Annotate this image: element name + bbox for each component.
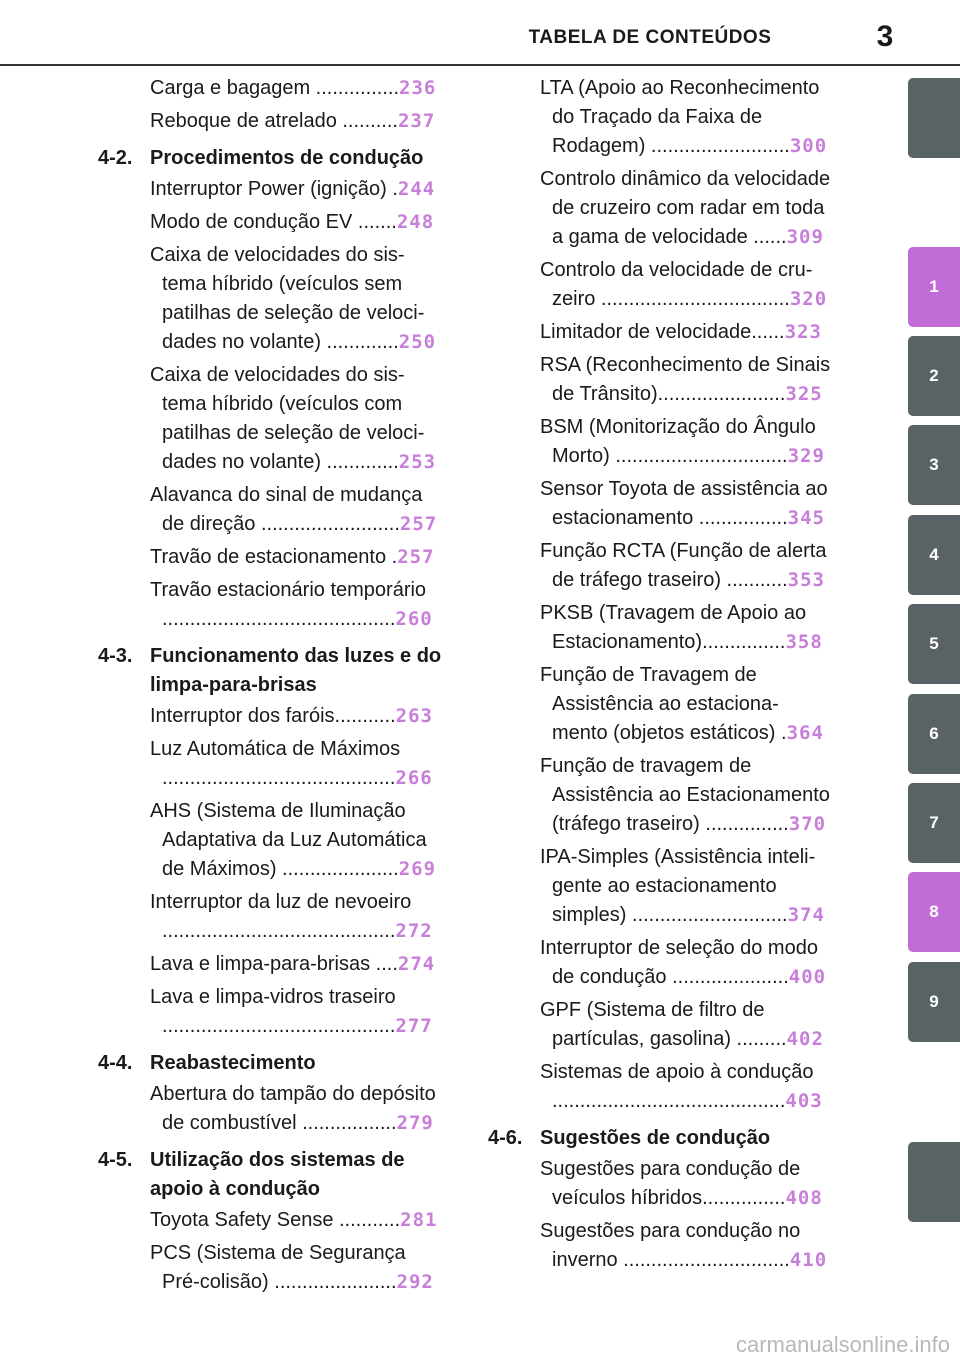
section-heading bbox=[98, 140, 460, 175]
header-divider bbox=[0, 64, 960, 66]
toc-entry[interactable] bbox=[540, 413, 860, 471]
toc-entry-text: de Trânsito)....................... bbox=[552, 383, 786, 405]
toc-entry-text: tema híbrido (veículos com bbox=[162, 393, 403, 415]
toc-page-link[interactable]: 353 bbox=[787, 569, 825, 591]
toc-entry-text: Caixa de velocidades do sis- bbox=[150, 244, 405, 266]
toc-entry-text: de condução ..................... bbox=[552, 966, 789, 988]
section-heading bbox=[98, 1142, 460, 1206]
toc-entry[interactable] bbox=[150, 361, 460, 477]
toc-page-link[interactable]: 263 bbox=[395, 705, 433, 727]
toc-entry[interactable] bbox=[540, 475, 860, 533]
toc-page-link[interactable]: 370 bbox=[788, 813, 827, 835]
toc-page-link[interactable]: 260 bbox=[395, 608, 433, 630]
toc-entry-text: .......................................... bbox=[552, 1090, 786, 1112]
toc-entry[interactable] bbox=[150, 735, 460, 793]
chapter-tab-3[interactable] bbox=[908, 425, 960, 505]
toc-page-link[interactable]: 400 bbox=[788, 966, 827, 988]
toc-page-link[interactable]: 277 bbox=[395, 1015, 433, 1037]
toc-entry[interactable] bbox=[150, 1206, 460, 1235]
toc-page-link[interactable]: 272 bbox=[395, 920, 433, 942]
toc-entry-text: Função RCTA (Função de alerta bbox=[540, 540, 827, 562]
toc-entry[interactable] bbox=[540, 318, 860, 347]
toc-entry[interactable] bbox=[540, 1155, 860, 1213]
toc-entry[interactable] bbox=[540, 843, 860, 930]
toc-entry-text: Sistemas de apoio à condução bbox=[540, 1061, 814, 1083]
toc-entry-text: de cruzeiro com radar em toda bbox=[552, 197, 825, 219]
section-number: 4-6. bbox=[488, 1127, 523, 1149]
toc-page-link[interactable]: 257 bbox=[397, 546, 435, 568]
toc-entry-text: veículos híbridos............... bbox=[552, 1187, 786, 1209]
section-number: 4-4. bbox=[98, 1052, 133, 1074]
toc-entry[interactable] bbox=[150, 702, 460, 731]
toc-entry-text: estacionamento ................ bbox=[552, 507, 788, 529]
toc-entry-text: patilhas de seleção de veloci- bbox=[162, 302, 425, 324]
header-title: TABELA DE CONTEÚDOS bbox=[528, 27, 772, 48]
toc-entry-text: IPA-Simples (Assistência inteli- bbox=[540, 846, 816, 868]
toc-page-link[interactable]: 329 bbox=[787, 445, 825, 467]
section-title: Procedimentos de condução bbox=[150, 147, 424, 169]
chapter-tab-label: 7 bbox=[929, 813, 939, 832]
toc-entry[interactable] bbox=[150, 241, 460, 357]
toc-entry-text: Estacionamento)............... bbox=[552, 631, 786, 653]
toc-page-link[interactable]: 345 bbox=[787, 507, 825, 529]
toc-entry[interactable] bbox=[150, 208, 460, 237]
toc-entry-text: tema híbrido (veículos sem bbox=[162, 273, 403, 295]
section-heading bbox=[98, 1045, 460, 1080]
toc-entry-text: Abertura do tampão do depósito bbox=[150, 1083, 436, 1105]
toc-entry-text: PKSB (Travagem de Apoio ao bbox=[540, 602, 807, 624]
toc-entry-text: Morto) ............................... bbox=[552, 445, 788, 467]
chapter-tab-label: 3 bbox=[929, 455, 939, 474]
toc-page-link[interactable]: 320 bbox=[789, 288, 828, 310]
chapter-tab-8[interactable] bbox=[908, 872, 960, 952]
section-heading bbox=[98, 638, 460, 702]
toc-entry-text: .......................................... bbox=[162, 767, 396, 789]
chapter-tab-6[interactable] bbox=[908, 694, 960, 774]
toc-entry-text: mento (objetos estáticos) . bbox=[552, 722, 787, 744]
watermark: carmanualsonline.info bbox=[735, 1332, 950, 1357]
toc-entry-text: (tráfego traseiro) ............... bbox=[552, 813, 789, 835]
toc-entry[interactable] bbox=[540, 1058, 860, 1116]
toc-entry[interactable] bbox=[540, 351, 860, 409]
toc-right-column bbox=[488, 74, 860, 1279]
section-title: Reabastecimento bbox=[150, 1052, 316, 1074]
chapter-tab-label: 2 bbox=[929, 366, 939, 385]
toc-entry-text: patilhas de seleção de veloci- bbox=[162, 422, 425, 444]
toc-page-link[interactable]: 244 bbox=[397, 178, 436, 200]
toc-entry[interactable] bbox=[150, 950, 460, 979]
toc-page-link[interactable]: 364 bbox=[786, 722, 824, 744]
toc-entry-text: Carga e bagagem ............... bbox=[150, 77, 400, 99]
toc-entry-text: de combustível ................. bbox=[162, 1112, 397, 1134]
section-number: 4-5. bbox=[98, 1149, 133, 1171]
toc-entry-text: a gama de velocidade ...... bbox=[552, 226, 787, 248]
toc-entry-text: Sensor Toyota de assistência ao bbox=[540, 478, 828, 500]
toc-entry[interactable] bbox=[540, 537, 860, 595]
toc-entry-text: GPF (Sistema de filtro de bbox=[540, 999, 765, 1021]
toc-entry-text: Lava e limpa-para-brisas .... bbox=[150, 953, 398, 975]
toc-entry-text: de direção ......................... bbox=[162, 513, 400, 535]
toc-entry[interactable] bbox=[150, 481, 460, 539]
toc-entry-text: simples) ............................ bbox=[552, 904, 788, 926]
toc-entry-text: partículas, gasolina) ......... bbox=[552, 1028, 787, 1050]
toc-entry[interactable] bbox=[150, 1080, 460, 1138]
section-number: 4-3. bbox=[98, 645, 133, 667]
toc-page-link[interactable]: 281 bbox=[400, 1209, 438, 1231]
toc-page-link[interactable]: 292 bbox=[396, 1271, 434, 1293]
toc-entry-text: Lava e limpa-vidros traseiro bbox=[150, 986, 396, 1008]
toc-entry[interactable] bbox=[150, 576, 460, 634]
chapter-tab-label: 8 bbox=[929, 902, 939, 921]
toc-entry-text: Função de Travagem de bbox=[540, 664, 757, 686]
toc-page-link[interactable]: 408 bbox=[785, 1187, 823, 1209]
toc-entry-text: Controlo da velocidade de cru- bbox=[540, 259, 813, 281]
toc-entry-text: RSA (Reconhecimento de Sinais bbox=[540, 354, 831, 376]
toc-entry-text: Travão de estacionamento . bbox=[150, 546, 398, 568]
chapter-tab-label: 5 bbox=[929, 634, 939, 653]
toc-entry-text: de tráfego traseiro) ........... bbox=[552, 569, 788, 591]
toc-page-link[interactable]: 269 bbox=[398, 858, 437, 880]
toc-entry-text: Sugestões para condução de bbox=[540, 1158, 801, 1180]
toc-entry-text: Sugestões para condução no bbox=[540, 1220, 801, 1242]
toc-entry[interactable] bbox=[540, 752, 860, 839]
toc-entry-text: zeiro .................................. bbox=[552, 288, 790, 310]
toc-entry-text: Luz Automática de Máximos bbox=[150, 738, 401, 760]
toc-entry[interactable] bbox=[540, 661, 860, 748]
toc-left-column bbox=[98, 74, 460, 1301]
toc-entry-text: inverno .............................. bbox=[552, 1249, 790, 1271]
toc-entry-text: de Máximos) ..................... bbox=[162, 858, 399, 880]
toc-entry-text: Limitador de velocidade...... bbox=[540, 321, 785, 343]
toc-entry-text: Função de travagem de bbox=[540, 755, 752, 777]
section-heading bbox=[488, 1120, 860, 1155]
toc-entry-text: Interruptor de seleção do modo bbox=[540, 937, 818, 959]
toc-entry-text: .......................................... bbox=[162, 1015, 396, 1037]
toc-entry[interactable] bbox=[150, 175, 460, 204]
toc-entry-text: Reboque de atrelado .......... bbox=[150, 110, 398, 132]
section-number: 4-2. bbox=[98, 147, 133, 169]
toc-page-link[interactable]: 323 bbox=[784, 321, 822, 343]
toc-page-link[interactable]: 279 bbox=[396, 1112, 434, 1134]
chapter-tab-5[interactable] bbox=[908, 604, 960, 684]
toc-entry-text: AHS (Sistema de Iluminação bbox=[150, 800, 406, 822]
toc-page-link[interactable]: 300 bbox=[789, 135, 828, 157]
toc-entry-text: Modo de condução EV ....... bbox=[150, 211, 397, 233]
toc-page-link[interactable]: 236 bbox=[399, 77, 437, 99]
toc-entry[interactable] bbox=[150, 888, 460, 946]
toc-entry-text: Assistência ao estaciona- bbox=[552, 693, 779, 715]
toc-entry-text: BSM (Monitorização do Ângulo bbox=[540, 416, 816, 438]
toc-entry[interactable] bbox=[150, 543, 460, 572]
toc-page-link[interactable]: 237 bbox=[397, 110, 436, 132]
toc-entry-text: .......................................... bbox=[162, 608, 396, 630]
toc-entry-text: dades no volante) ............. bbox=[162, 451, 399, 473]
toc-entry-text: Interruptor dos faróis........... bbox=[150, 705, 396, 727]
toc-entry-text: Alavanca do sinal de mudança bbox=[150, 484, 423, 506]
toc-page-link[interactable]: 253 bbox=[398, 451, 437, 473]
toc-entry[interactable] bbox=[540, 165, 860, 252]
page-number: 3 bbox=[876, 20, 894, 53]
toc-entry-text: Adaptativa da Luz Automática bbox=[162, 829, 427, 851]
toc-entry[interactable] bbox=[540, 1217, 860, 1275]
toc-page-link[interactable]: 374 bbox=[787, 904, 825, 926]
section-title: Sugestões de condução bbox=[540, 1127, 771, 1149]
toc-page-link[interactable]: 250 bbox=[398, 331, 437, 353]
toc-entry-text: LTA (Apoio ao Reconhecimento bbox=[540, 77, 820, 99]
toc-entry-text: gente ao estacionamento bbox=[552, 875, 777, 897]
toc-entry-text: Controlo dinâmico da velocidade bbox=[540, 168, 831, 190]
chapter-tab-4[interactable] bbox=[908, 515, 960, 595]
chapter-tab-blank[interactable] bbox=[908, 78, 960, 158]
chapter-tab-label: 9 bbox=[929, 992, 939, 1011]
chapter-tab-9[interactable] bbox=[908, 962, 960, 1042]
toc-page-link[interactable]: 402 bbox=[786, 1028, 824, 1050]
toc-entry[interactable] bbox=[540, 599, 860, 657]
toc-entry-text: Assistência ao Estacionamento bbox=[552, 784, 830, 806]
toc-page-link[interactable]: 325 bbox=[785, 383, 823, 405]
toc-entry-text: Pré-colisão) ...................... bbox=[162, 1271, 397, 1293]
toc-entry-text: Toyota Safety Sense ........... bbox=[150, 1209, 401, 1231]
toc-entry-text: do Traçado da Faixa de bbox=[552, 106, 763, 128]
toc-entry[interactable] bbox=[540, 74, 860, 161]
toc-entry-text: dades no volante) ............. bbox=[162, 331, 399, 353]
toc-entry-text: PCS (Sistema de Segurança bbox=[150, 1242, 406, 1264]
chapter-tab-blank[interactable] bbox=[908, 1142, 960, 1222]
toc-entry[interactable] bbox=[150, 983, 460, 1041]
toc-page-link[interactable]: 403 bbox=[785, 1090, 823, 1112]
chapter-tab-7[interactable] bbox=[908, 783, 960, 863]
toc-entry[interactable] bbox=[150, 797, 460, 884]
toc-entry-text: Interruptor Power (ignição) . bbox=[150, 178, 398, 200]
toc-entry[interactable] bbox=[540, 256, 860, 314]
section-title: Utilização dos sistemas de apoio à condução bbox=[150, 1149, 405, 1200]
toc-entry-text: Rodagem) ......................... bbox=[552, 135, 790, 157]
toc-page-link[interactable]: 266 bbox=[395, 767, 433, 789]
toc-entry-text: Travão estacionário temporário bbox=[150, 579, 427, 601]
toc-page-link[interactable]: 257 bbox=[399, 513, 438, 535]
toc-page-link[interactable]: 358 bbox=[785, 631, 823, 653]
toc-page-link[interactable]: 248 bbox=[396, 211, 435, 233]
toc-entry-text: Interruptor da luz de nevoeiro bbox=[150, 891, 412, 913]
toc-page-link[interactable]: 274 bbox=[397, 953, 436, 975]
chapter-tab-1[interactable] bbox=[908, 247, 960, 327]
toc-page-link[interactable]: 309 bbox=[786, 226, 824, 248]
toc-entry[interactable] bbox=[540, 996, 860, 1054]
toc-entry[interactable] bbox=[540, 934, 860, 992]
toc-entry[interactable] bbox=[150, 74, 460, 103]
chapter-tab-label: 6 bbox=[929, 724, 939, 743]
toc-entry-text: Caixa de velocidades do sis- bbox=[150, 364, 405, 386]
chapter-tab-label: 4 bbox=[929, 545, 939, 564]
chapter-tab-label: 1 bbox=[929, 277, 939, 296]
toc-entry[interactable] bbox=[150, 1239, 460, 1297]
toc-page-link[interactable]: 410 bbox=[789, 1249, 828, 1271]
section-title: Funcionamento das luzes e do limpa-para-brisas bbox=[150, 645, 442, 696]
toc-entry[interactable] bbox=[150, 107, 460, 136]
chapter-tab-2[interactable] bbox=[908, 336, 960, 416]
toc-entry-text: .......................................... bbox=[162, 920, 396, 942]
